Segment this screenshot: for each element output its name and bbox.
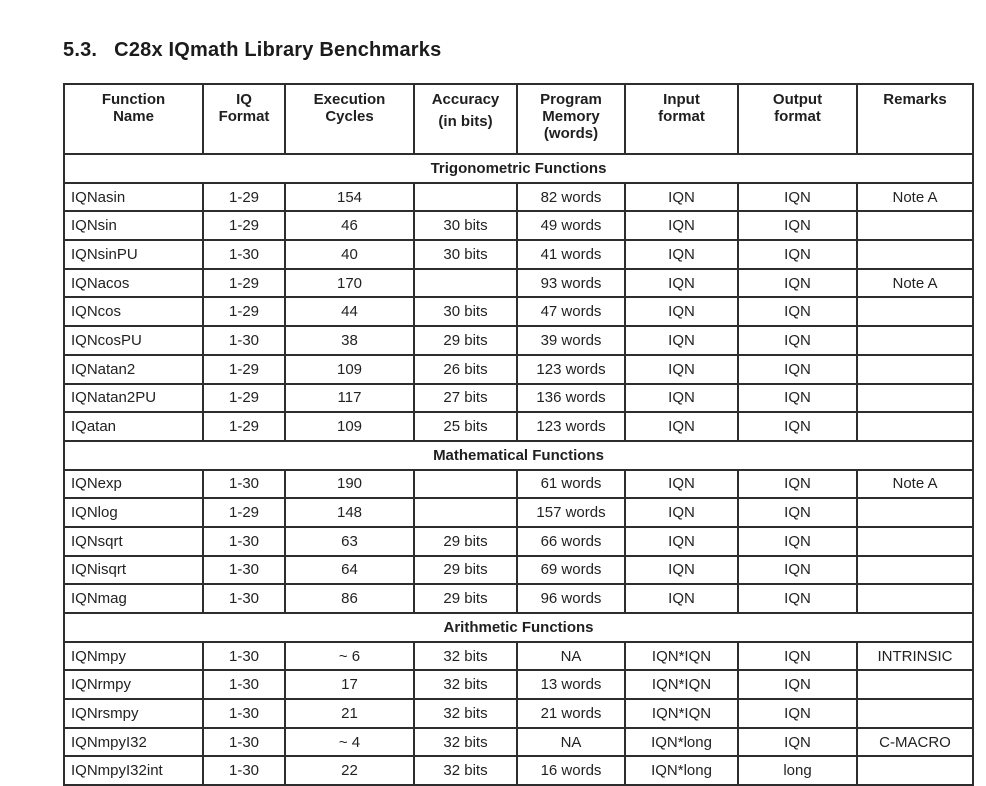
cell-program-memory: 69 words	[517, 556, 625, 585]
header-line: Cycles	[325, 108, 374, 125]
cell-iq-format: 1-30	[203, 584, 285, 613]
header-line: Function	[101, 91, 166, 108]
section-title: Trigonometric Functions	[64, 154, 973, 183]
column-header-output-format	[738, 84, 857, 154]
cell-execution-cycles: 64	[285, 556, 414, 585]
cell-output-format: IQN	[738, 412, 857, 441]
cell-output-format: IQN	[738, 556, 857, 585]
cell-accuracy: 32 bits	[414, 756, 517, 785]
cell-accuracy: 30 bits	[414, 297, 517, 326]
section-title: Arithmetic Functions	[64, 613, 973, 642]
cell-input-format: IQN*long	[625, 728, 738, 757]
cell-output-format: IQN	[738, 728, 857, 757]
cell-input-format: IQN	[625, 297, 738, 326]
cell-execution-cycles: 148	[285, 498, 414, 527]
cell-execution-cycles: 109	[285, 355, 414, 384]
cell-input-format: IQN	[625, 470, 738, 499]
column-header-program-memory	[517, 84, 625, 154]
table-row	[64, 297, 973, 326]
cell-program-memory: 93 words	[517, 269, 625, 298]
cell-iq-format: 1-30	[203, 527, 285, 556]
cell-accuracy: 29 bits	[414, 527, 517, 556]
cell-iq-format: 1-30	[203, 240, 285, 269]
cell-iq-format: 1-30	[203, 728, 285, 757]
cell-remarks: Note A	[857, 183, 973, 212]
table-body	[64, 154, 973, 785]
cell-function-name: IQNrsmpy	[64, 699, 203, 728]
cell-remarks	[857, 498, 973, 527]
cell-remarks	[857, 326, 973, 355]
cell-input-format: IQN	[625, 355, 738, 384]
cell-input-format: IQN	[625, 412, 738, 441]
table-row	[64, 384, 973, 413]
cell-execution-cycles: 38	[285, 326, 414, 355]
table-row	[64, 211, 973, 240]
table-row	[64, 269, 973, 298]
cell-output-format: IQN	[738, 240, 857, 269]
cell-program-memory: 157 words	[517, 498, 625, 527]
cell-program-memory: 47 words	[517, 297, 625, 326]
table-row	[64, 355, 973, 384]
cell-iq-format: 1-30	[203, 326, 285, 355]
section-heading-text: C28x IQmath Library Benchmarks	[114, 39, 442, 61]
cell-output-format: IQN	[738, 183, 857, 212]
cell-accuracy	[414, 269, 517, 298]
cell-function-name: IQNasin	[64, 183, 203, 212]
cell-input-format: IQN*long	[625, 756, 738, 785]
cell-output-format: IQN	[738, 642, 857, 671]
cell-output-format: long	[738, 756, 857, 785]
table-row	[64, 527, 973, 556]
cell-iq-format: 1-30	[203, 699, 285, 728]
cell-accuracy: 25 bits	[414, 412, 517, 441]
cell-accuracy	[414, 183, 517, 212]
cell-execution-cycles: 46	[285, 211, 414, 240]
cell-accuracy: 27 bits	[414, 384, 517, 413]
cell-iq-format: 1-30	[203, 756, 285, 785]
cell-function-name: IQNsqrt	[64, 527, 203, 556]
column-header-function-name	[64, 84, 203, 154]
cell-execution-cycles: ~ 4	[285, 728, 414, 757]
cell-program-memory: 41 words	[517, 240, 625, 269]
cell-remarks	[857, 556, 973, 585]
header-line: (in bits)	[438, 113, 493, 130]
table-row	[64, 642, 973, 671]
cell-remarks	[857, 584, 973, 613]
table-row	[64, 183, 973, 212]
header-line: Format	[218, 108, 270, 125]
cell-remarks	[857, 699, 973, 728]
cell-accuracy: 29 bits	[414, 326, 517, 355]
cell-function-name: IQNmpyI32int	[64, 756, 203, 785]
cell-function-name: IQNacos	[64, 269, 203, 298]
cell-program-memory: 96 words	[517, 584, 625, 613]
table-row	[64, 240, 973, 269]
cell-execution-cycles: 17	[285, 670, 414, 699]
cell-iq-format: 1-30	[203, 556, 285, 585]
cell-output-format: IQN	[738, 269, 857, 298]
table-row	[64, 326, 973, 355]
cell-execution-cycles: 63	[285, 527, 414, 556]
cell-program-memory: 21 words	[517, 699, 625, 728]
cell-function-name: IQNexp	[64, 470, 203, 499]
column-header-input-format	[625, 84, 738, 154]
cell-program-memory: 13 words	[517, 670, 625, 699]
table-row	[64, 584, 973, 613]
cell-program-memory: 123 words	[517, 355, 625, 384]
header-line: Output	[772, 91, 823, 108]
cell-input-format: IQN*IQN	[625, 670, 738, 699]
cell-output-format: IQN	[738, 470, 857, 499]
cell-function-name: IQNcos	[64, 297, 203, 326]
table-row	[64, 670, 973, 699]
cell-program-memory: 39 words	[517, 326, 625, 355]
column-header-execution-cycles	[285, 84, 414, 154]
cell-execution-cycles: 190	[285, 470, 414, 499]
table-row	[64, 556, 973, 585]
cell-output-format: IQN	[738, 584, 857, 613]
cell-function-name: IQNlog	[64, 498, 203, 527]
cell-function-name: IQNmpy	[64, 642, 203, 671]
cell-function-name: IQNsinPU	[64, 240, 203, 269]
cell-remarks	[857, 384, 973, 413]
cell-input-format: IQN	[625, 498, 738, 527]
cell-program-memory: 82 words	[517, 183, 625, 212]
cell-accuracy: 30 bits	[414, 240, 517, 269]
cell-input-format: IQN	[625, 384, 738, 413]
table-row	[64, 498, 973, 527]
header-row	[64, 84, 973, 154]
cell-accuracy: 26 bits	[414, 355, 517, 384]
header-line: Accuracy	[431, 91, 500, 108]
cell-input-format: IQN	[625, 269, 738, 298]
cell-remarks	[857, 527, 973, 556]
cell-execution-cycles: ~ 6	[285, 642, 414, 671]
cell-input-format: IQN	[625, 326, 738, 355]
cell-execution-cycles: 40	[285, 240, 414, 269]
cell-iq-format: 1-29	[203, 211, 285, 240]
section-number: 5.3.	[63, 39, 98, 61]
cell-accuracy: 29 bits	[414, 556, 517, 585]
cell-input-format: IQN	[625, 556, 738, 585]
table-row	[64, 728, 973, 757]
cell-iq-format: 1-30	[203, 670, 285, 699]
table-row	[64, 699, 973, 728]
section-row	[64, 154, 973, 183]
cell-output-format: IQN	[738, 355, 857, 384]
cell-output-format: IQN	[738, 297, 857, 326]
cell-function-name: IQNmag	[64, 584, 203, 613]
header-line: IQ	[236, 91, 252, 108]
cell-accuracy	[414, 470, 517, 499]
cell-execution-cycles: 22	[285, 756, 414, 785]
cell-function-name: IQNatan2	[64, 355, 203, 384]
cell-remarks	[857, 756, 973, 785]
cell-accuracy: 32 bits	[414, 728, 517, 757]
cell-iq-format: 1-29	[203, 269, 285, 298]
cell-execution-cycles: 21	[285, 699, 414, 728]
cell-iq-format: 1-29	[203, 297, 285, 326]
cell-remarks	[857, 211, 973, 240]
cell-accuracy: 29 bits	[414, 584, 517, 613]
benchmarks-table	[63, 83, 974, 786]
table-row	[64, 756, 973, 785]
header-line: (words)	[543, 125, 599, 142]
cell-output-format: IQN	[738, 527, 857, 556]
cell-program-memory: 136 words	[517, 384, 625, 413]
section-title: Mathematical Functions	[64, 441, 973, 470]
cell-program-memory: 66 words	[517, 527, 625, 556]
cell-remarks: C-MACRO	[857, 728, 973, 757]
header-line: Execution	[313, 91, 386, 108]
cell-remarks	[857, 240, 973, 269]
cell-remarks: Note A	[857, 269, 973, 298]
cell-function-name: IQNmpyI32	[64, 728, 203, 757]
cell-execution-cycles: 154	[285, 183, 414, 212]
cell-accuracy: 32 bits	[414, 670, 517, 699]
cell-remarks	[857, 297, 973, 326]
cell-execution-cycles: 109	[285, 412, 414, 441]
table-row	[64, 470, 973, 499]
cell-execution-cycles: 117	[285, 384, 414, 413]
table-row	[64, 412, 973, 441]
column-header-iq-format	[203, 84, 285, 154]
cell-input-format: IQN	[625, 584, 738, 613]
cell-remarks	[857, 412, 973, 441]
column-header-accuracy	[414, 84, 517, 154]
cell-program-memory: 123 words	[517, 412, 625, 441]
cell-execution-cycles: 86	[285, 584, 414, 613]
cell-execution-cycles: 170	[285, 269, 414, 298]
cell-program-memory: NA	[517, 728, 625, 757]
cell-program-memory: NA	[517, 642, 625, 671]
cell-iq-format: 1-29	[203, 412, 285, 441]
cell-function-name: IQNcosPU	[64, 326, 203, 355]
cell-iq-format: 1-29	[203, 498, 285, 527]
cell-function-name: IQNrmpy	[64, 670, 203, 699]
cell-function-name: IQNisqrt	[64, 556, 203, 585]
cell-remarks	[857, 670, 973, 699]
cell-accuracy: 32 bits	[414, 699, 517, 728]
table-header	[64, 84, 973, 154]
cell-iq-format: 1-29	[203, 183, 285, 212]
cell-function-name: IQNatan2PU	[64, 384, 203, 413]
header-line: Program	[540, 91, 602, 108]
cell-output-format: IQN	[738, 211, 857, 240]
cell-input-format: IQN	[625, 183, 738, 212]
cell-output-format: IQN	[738, 384, 857, 413]
header-line: Remarks	[883, 91, 947, 108]
cell-iq-format: 1-30	[203, 642, 285, 671]
cell-function-name: IQNsin	[64, 211, 203, 240]
cell-remarks: Note A	[857, 470, 973, 499]
section-row	[64, 613, 973, 642]
cell-input-format: IQN	[625, 240, 738, 269]
section-row	[64, 441, 973, 470]
cell-input-format: IQN*IQN	[625, 642, 738, 671]
cell-input-format: IQN	[625, 211, 738, 240]
cell-output-format: IQN	[738, 326, 857, 355]
cell-input-format: IQN*IQN	[625, 699, 738, 728]
cell-output-format: IQN	[738, 670, 857, 699]
header-line: Memory	[542, 108, 600, 125]
header-line: format	[658, 108, 705, 125]
cell-remarks	[857, 355, 973, 384]
cell-function-name: IQatan	[64, 412, 203, 441]
header-line: Name	[113, 108, 154, 125]
column-header-remarks	[857, 84, 973, 154]
cell-execution-cycles: 44	[285, 297, 414, 326]
header-line: Input	[663, 91, 700, 108]
cell-program-memory: 61 words	[517, 470, 625, 499]
cell-output-format: IQN	[738, 498, 857, 527]
cell-accuracy: 32 bits	[414, 642, 517, 671]
cell-program-memory: 16 words	[517, 756, 625, 785]
header-line: format	[774, 108, 821, 125]
cell-accuracy	[414, 498, 517, 527]
section-heading	[63, 38, 441, 62]
cell-iq-format: 1-29	[203, 384, 285, 413]
cell-remarks: INTRINSIC	[857, 642, 973, 671]
cell-accuracy: 30 bits	[414, 211, 517, 240]
cell-iq-format: 1-29	[203, 355, 285, 384]
cell-program-memory: 49 words	[517, 211, 625, 240]
cell-iq-format: 1-30	[203, 470, 285, 499]
cell-input-format: IQN	[625, 527, 738, 556]
cell-output-format: IQN	[738, 699, 857, 728]
